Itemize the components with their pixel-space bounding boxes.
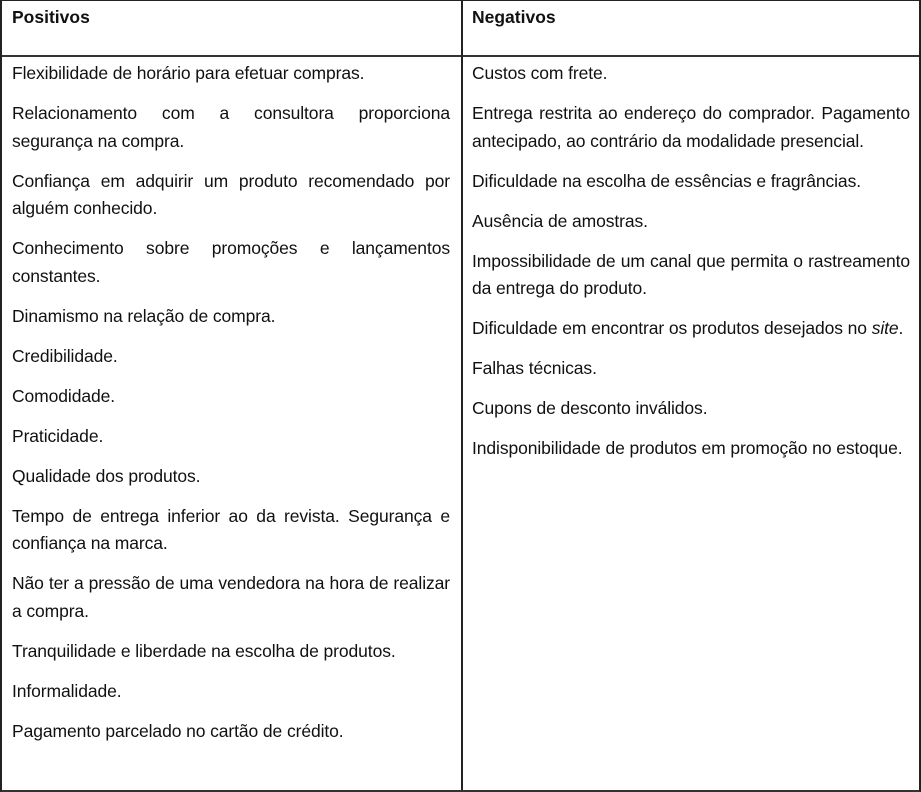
positive-item: Dinamismo na relação de compra. [12,305,276,326]
positive-item: Tranquilidade e liberdade na escolha de produtos. [12,640,396,661]
negative-item-punct: . [898,318,904,338]
negative-item-italic: site [871,318,899,338]
positive-item: Tempo de entrega inferior ao da revista. Segurança e confiança na marca. [12,505,450,553]
negative-item: Custos com frete. [472,63,608,83]
positive-item: Comodidade. [12,385,115,406]
negative-item [472,315,910,343]
positive-item: Conhecimento sobre promoções e lançamentos constantes. [12,238,450,286]
positive-item: Confiança em adquirir um produto recomendado por alguém conhecido. [12,170,450,218]
positive-item: Não ter a pressão de uma vendedora na hora de realizar a compra. [12,573,450,621]
header-negativos: Negativos [472,7,556,27]
column-divider [461,1,463,790]
positive-item: Credibilidade. [12,345,118,366]
negative-item: Dificuldade na escolha de essências e fragrâncias. [472,170,861,191]
positive-item: Pagamento parcelado no cartão de crédito. [12,720,344,741]
positive-item: Praticidade. [12,425,104,446]
positive-item: Qualidade dos produtos. [12,465,201,486]
positive-item: Informalidade. [12,680,122,701]
header-positivos: Positivos [12,7,90,27]
negative-item: Indisponibilidade de produtos em promoção no estoque. [472,438,903,458]
negative-item: Ausência de amostras. [472,210,648,231]
positive-item: Flexibilidade de horário para efetuar compras. [12,63,365,83]
negative-item-text: Dificuldade em encontrar os produtos desejados no [472,318,872,338]
negative-item: Entrega restrita ao endereço do comprador. Pagamento antecipado, ao contrário da modalidade presencial. [472,103,910,151]
positive-item: Relacionamento com a consultora proporciona segurança na compra. [12,103,450,151]
positives-column [12,60,450,758]
negatives-column [472,60,910,475]
negative-item: Impossibilidade de um canal que permita o rastreamento da entrega do produto. [472,250,910,298]
negative-item: Falhas técnicas. [472,358,597,378]
negative-item: Cupons de desconto inválidos. [472,398,708,418]
